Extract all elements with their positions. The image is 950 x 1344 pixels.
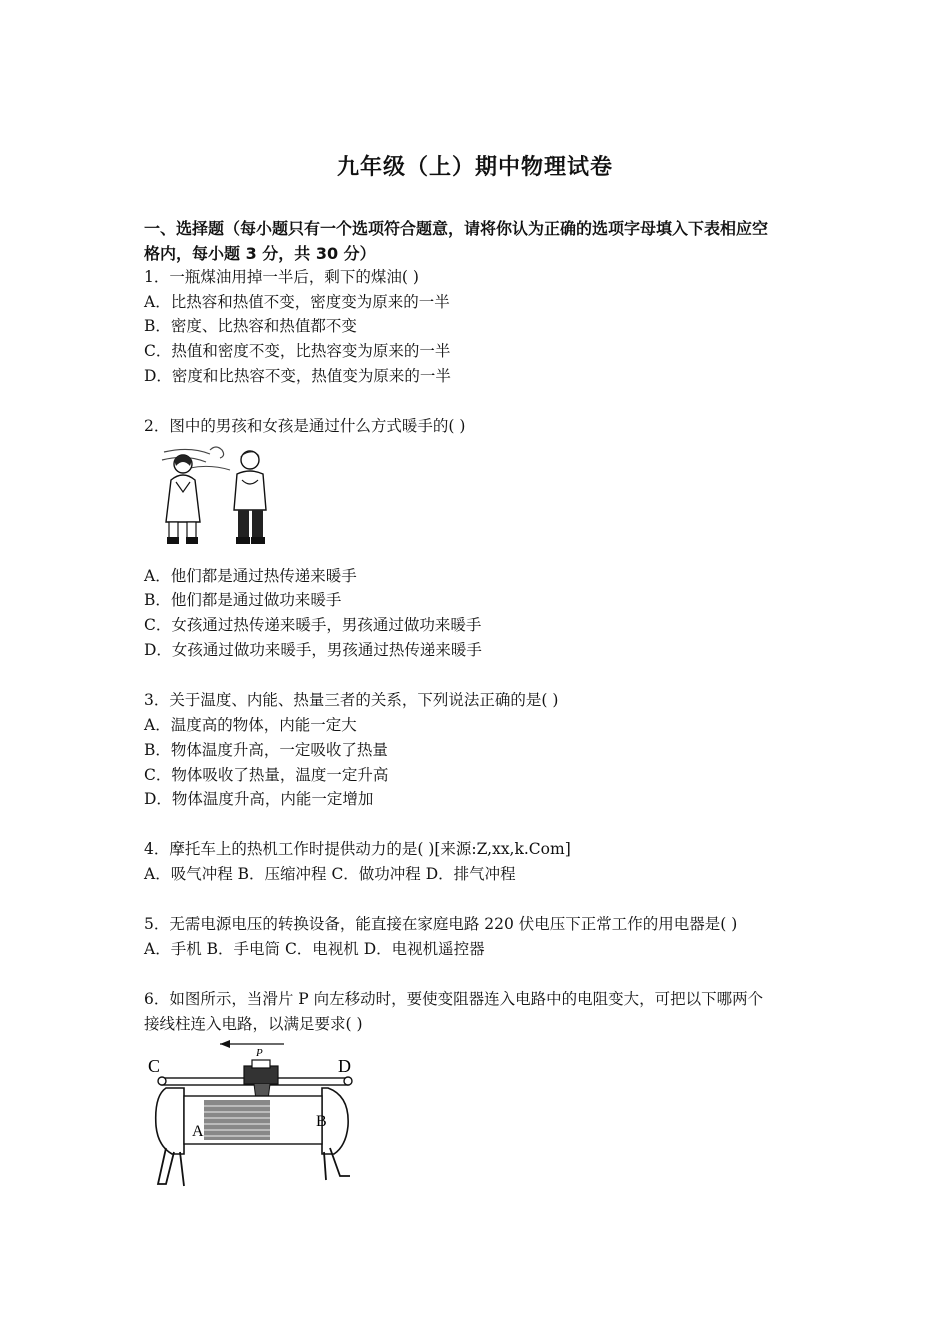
q3-option-a: A．温度高的物体，内能一定大: [144, 716, 357, 734]
q3-option-c: C．物体吸收了热量，温度一定升高: [144, 766, 389, 784]
q6-stem-line-1: 6．如图所示，当滑片 P 向左移动时，要使变阻器连入电路中的电阻变大，可把以下哪两个: [144, 990, 764, 1008]
q2-option-c: C．女孩通过热传递来暖手，男孩通过做功来暖手: [144, 616, 482, 634]
sliding-rheostat-illustration: [144, 1036, 364, 1192]
q1-stem: 1．一瓶煤油用掉一半后，剩下的煤油( ): [144, 268, 419, 286]
label-d: D: [338, 1056, 351, 1076]
page-title: 九年级（上）期中物理试卷: [336, 155, 613, 180]
q2-stem: 2．图中的男孩和女孩是通过什么方式暖手的( ): [144, 417, 466, 435]
section-heading-line-2: 格内，每小题 3 分，共 30 分）: [144, 244, 376, 263]
q5-stem: 5．无需电源电压的转换设备，能直接在家庭电路 220 伏电压下正常工作的用电器是( ): [144, 915, 738, 933]
q3-option-b: B．物体温度升高，一定吸收了热量: [144, 741, 388, 759]
children-warming-hands-illustration: [150, 442, 282, 550]
q4-stem: 4．摩托车上的热机工作时提供动力的是( )[来源:Z,xx,k.Com]: [144, 840, 571, 858]
q6-stem-line-2: 接线柱连入电路，以满足要求( ): [144, 1015, 363, 1033]
q2-option-a: A．他们都是通过热传递来暖手: [144, 567, 357, 585]
label-a: A: [192, 1123, 204, 1140]
q2-option-b: B．他们都是通过做功来暖手: [144, 591, 342, 609]
q1-option-c: C．热值和密度不变，比热容变为原来的一半: [144, 342, 451, 360]
q1-option-b: B．密度、比热容和热值都不变: [144, 317, 357, 335]
q5-options: A．手机 B．手电筒 C．电视机 D．电视机遥控器: [144, 940, 485, 958]
section-heading-line-1: 一、选择题（每小题只有一个选项符合题意，请将你认为正确的选项字母填入下表相应空: [144, 219, 769, 238]
q2-option-d: D．女孩通过做功来暖手，男孩通过热传递来暖手: [144, 641, 482, 659]
label-c: C: [148, 1056, 161, 1076]
q3-option-d: D．物体温度升高，内能一定增加: [144, 790, 374, 808]
label-p: P: [256, 1047, 263, 1059]
q4-options: A．吸气冲程 B．压缩冲程 C．做功冲程 D．排气冲程: [144, 865, 516, 883]
label-b: B: [316, 1113, 327, 1130]
q1-option-d: D．密度和比热容不变，热值变为原来的一半: [144, 367, 451, 385]
q1-option-a: A．比热容和热值不变，密度变为原来的一半: [144, 293, 450, 311]
q3-stem: 3．关于温度、内能、热量三者的关系，下列说法正确的是( ): [144, 691, 559, 709]
section-heading: [144, 216, 824, 266]
